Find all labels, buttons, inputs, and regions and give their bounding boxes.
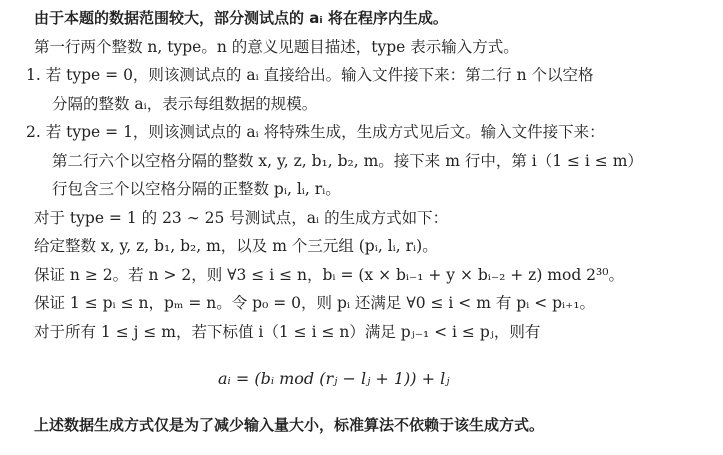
list-item-2-line-3: 行包含三个以空格分隔的正整数 pᵢ, lᵢ, rᵢ。: [52, 180, 341, 198]
list-item-1-line-2: 分隔的整数 aᵢ，表示每组数据的规模。: [52, 95, 318, 113]
text-line-11: 保证 1 ≤ pᵢ ≤ n，pₘ = n。令 p₀ = 0，则 pᵢ 还满足 ∀0 ≤ i < m 有 pᵢ < pᵢ₊₁。: [34, 294, 596, 312]
text-line-1: 由于本题的数据范围较大，部分测试点的 aᵢ 将在程序内生成。: [34, 9, 448, 27]
list-item-2-line-2: 第二行六个以空格分隔的整数 x, y, z, b₁, b₂, m。接下来 m 行中，第 i（1 ≤ i ≤ m）: [52, 152, 643, 170]
text-line-12: 对于所有 1 ≤ j ≤ m，若下标值 i（1 ≤ i ≤ n）满足 pⱼ₋₁ < i ≤ pⱼ，则有: [34, 323, 541, 341]
list-item-2-line-1: 2. 若 type = 1，则该测试点的 aᵢ 将特殊生成，生成方式见后文。输入文件接下来：: [26, 123, 605, 141]
text-line-2: 第一行两个整数 n, type。n 的意义见题目描述，type 表示输入方式。: [34, 38, 519, 56]
text-line-9: 给定整数 x, y, z, b₁, b₂, m，以及 m 个三元组 (pᵢ, lᵢ, rᵢ)。: [34, 237, 438, 255]
text-line-8: 对于 type = 1 的 23 ∼ 25 号测试点，aᵢ 的生成方式如下：: [34, 209, 449, 227]
list-item-1-line-1: 1. 若 type = 0，则该测试点的 aᵢ 直接给出。输入文件接下来：第二行 n 个以空格: [26, 66, 594, 84]
text-line-10: 保证 n ≥ 2。若 n > 2，则 ∀3 ≤ i ≤ n，bᵢ = (x × bᵢ₋₁ + y × bᵢ₋₂ + z) mod 2³⁰。: [34, 266, 624, 284]
text-line-14: 上述数据生成方式仅是为了减少输入量大小，标准算法不依赖于该生成方式。: [34, 416, 545, 434]
display-formula: aᵢ = (bᵢ mod (rⱼ − lⱼ + 1)) + lⱼ: [218, 369, 450, 388]
